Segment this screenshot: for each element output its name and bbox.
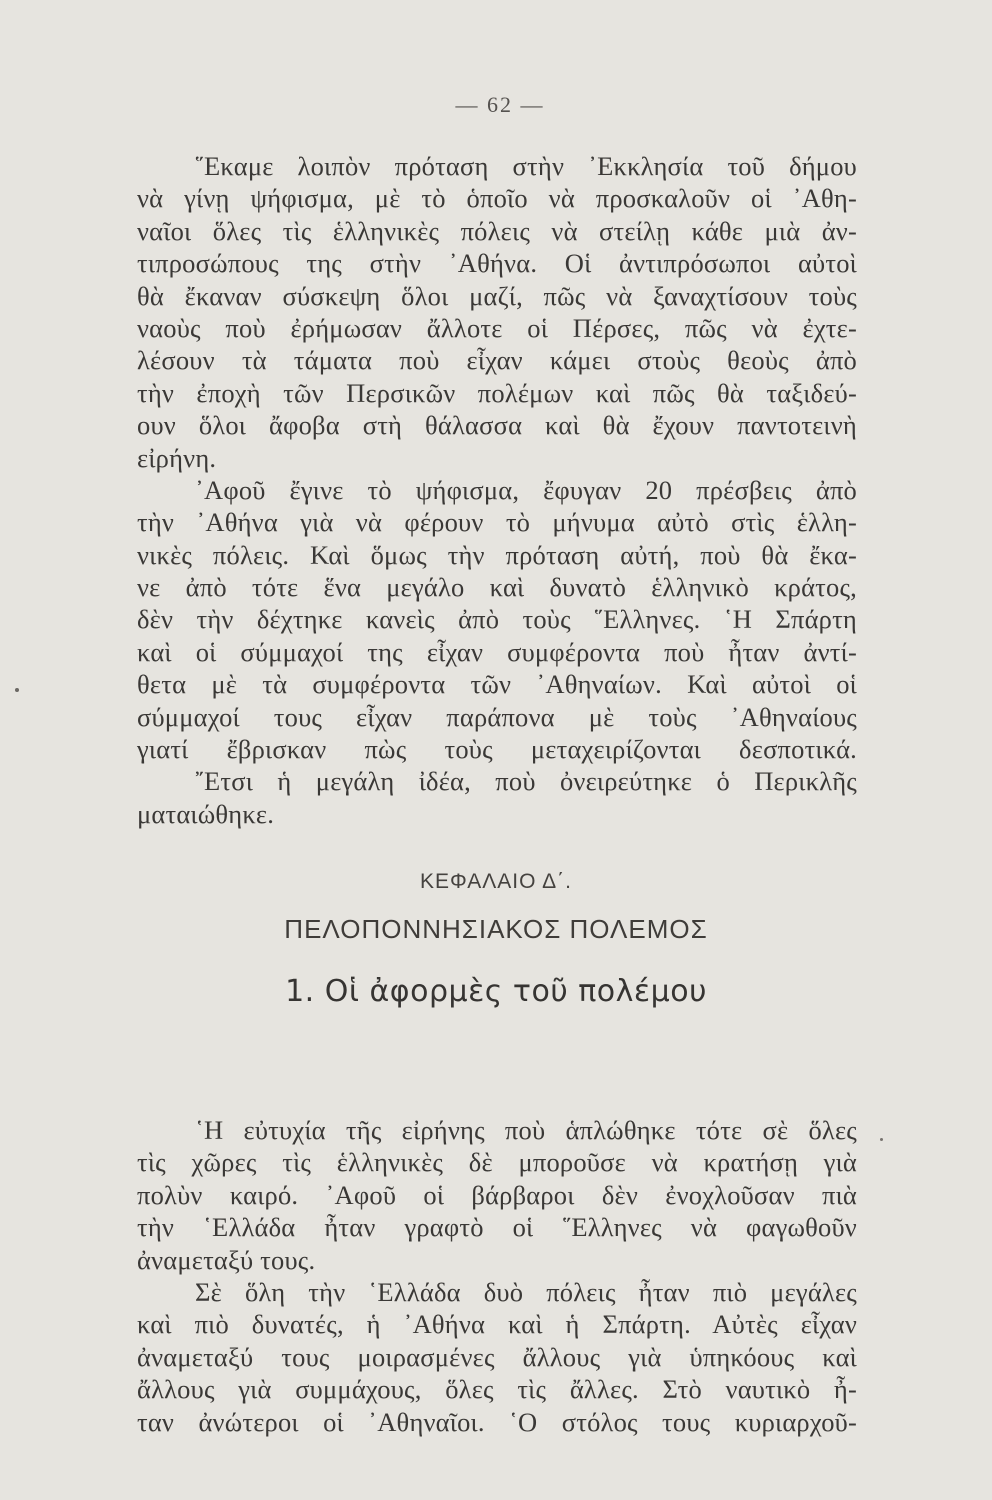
- text-line: ναοὺς ποὺ ἐρήμωσαν ἄλλοτε οἱ Πέρσες, πῶς νὰ ἐχτε-: [137, 312, 857, 343]
- text-line: ἀναμεταξύ τους μοιρασμένες ἄλλους γιὰ ὑπηκόους καὶ: [137, 1341, 857, 1372]
- body-text-bottom: [137, 1114, 857, 1438]
- text-line: πολὺν καιρό. ᾿Αφοῦ οἱ βάρβαροι δὲν ἐνοχλοῦσαν πιὰ: [137, 1179, 857, 1210]
- text-line: ματαιώθηκε.: [137, 798, 275, 829]
- text-line: ουν ὅλοι ἄφοβα στὴ θάλασσα καὶ θὰ ἔχουν παντοτεινὴ: [137, 410, 857, 441]
- text-line: θὰ ἔκαναν σύσκεψη ὅλοι μαζί, πῶς νὰ ξαναχτίσουν τοὺς: [137, 280, 857, 311]
- text-line: εἰρήνη.: [137, 442, 217, 473]
- text-line: Σὲ ὅλη τὴν ῾Ελλάδα δυὸ πόλεις ἦταν πιὸ μεγάλες: [195, 1276, 857, 1307]
- text-line: ῾Η εὐτυχία τῆς εἰρήνης ποὺ ἁπλώθηκε τότε σὲ ὅλες: [195, 1115, 857, 1145]
- text-line: νε ἀπὸ τότε ἕνα μεγάλο καὶ δυνατὸ ἑλληνικὸ κράτος,: [137, 572, 857, 603]
- text-line: σύμμαχοί τους εἶχαν παράπονα μὲ τοὺς ᾿Αθηναίους: [137, 701, 857, 732]
- text-line: ἀναμεταξύ τους.: [137, 1244, 316, 1275]
- text-line: τιπροσώπους της στὴν ᾿Αθήνα. Οἱ ἀντιπρόσωποι αὐτοὶ: [137, 248, 857, 279]
- text-line: καὶ οἱ σύμμαχοί της εἶχαν συμφέροντα ποὺ ἦταν ἀντί-: [137, 636, 857, 667]
- text-line: ἄλλους γιὰ συμμάχους, ὅλες τὶς ἄλλες. Στὸ ναυτικὸ ἦ-: [137, 1374, 857, 1405]
- text-line: τὴν ᾿Αθήνα γιὰ νὰ φέρουν τὸ μήνυμα αὐτὸ στὶς ἑλλη-: [137, 507, 857, 538]
- section-title: 1. Οἱ ἀφορμὲς τοῦ πολέμου: [285, 974, 707, 1009]
- text-line: τὴν ἐποχὴ τῶν Περσικῶν πολέμων καὶ πῶς θὰ ταξιδεύ-: [137, 377, 857, 408]
- text-line: ῞Εκαμε λοιπὸν πρόταση στὴν ᾿Εκκλησία τοῦ δήμου: [195, 151, 857, 181]
- body-text-top: [137, 150, 857, 830]
- text-line: νὰ γίνῃ ψήφισμα, μὲ τὸ ὁποῖο νὰ προσκαλοῦν οἱ ᾿Αθη-: [137, 183, 857, 214]
- text-line: καὶ πιὸ δυνατές, ἡ ᾿Αθήνα καὶ ἡ Σπάρτη. Αὐτὲς εἶχαν: [137, 1309, 857, 1340]
- text-line: λέσουν τὰ τάματα ποὺ εἶχαν κάμει στοὺς θεοὺς ἀπὸ: [137, 345, 857, 376]
- text-line: ναῖοι ὅλες τὶς ἑλληνικὲς πόλεις νὰ στείλῃ κάθε μιὰ ἀν-: [137, 215, 857, 246]
- paper-speck: [880, 1138, 883, 1141]
- text-line: γιατί ἔβρισκαν πὼς τοὺς μεταχειρίζονται δεσποτικά.: [137, 734, 857, 765]
- text-line: νικὲς πόλεις. Καὶ ὅμως τὴν πρόταση αὐτή, ποὺ θὰ ἔκα-: [137, 539, 857, 570]
- chapter-title: ΠΕΛΟΠΟΝΝΗΣΙΑΚΟΣ ΠΟΛΕΜΟΣ: [284, 914, 708, 944]
- page-number: — 62 —: [455, 92, 545, 117]
- text-line: ᾿Αφοῦ ἔγινε τὸ ψήφισμα, ἔφυγαν 20 πρέσβεις ἀπὸ: [195, 474, 857, 505]
- text-line: δὲν τὴν δέχτηκε κανεὶς ἀπὸ τοὺς ῞Ελληνες. ῾Η Σπάρτη: [137, 604, 857, 635]
- text-line: τὴν ῾Ελλάδα ἦταν γραφτὸ οἱ ῞Ελληνες νὰ φαγωθοῦν: [137, 1212, 857, 1243]
- text-line: ῎Ετσι ἡ μεγάλη ἰδέα, ποὺ ὀνειρεύτηκε ὁ Περικλῆς: [195, 766, 857, 797]
- chapter-label: ΚΕΦΑΛΑΙΟ Δ΄.: [420, 870, 572, 893]
- text-line: τὶς χῶρες τὶς ἑλληνικὲς δὲ μποροῦσε νὰ κρατήσῃ γιὰ: [137, 1147, 857, 1178]
- text-line: θετα μὲ τὰ συμφέροντα τῶν ᾿Αθηναίων. Καὶ αὐτοὶ οἱ: [137, 669, 857, 700]
- paper-speck: [15, 688, 19, 692]
- text-line: ταν ἀνώτεροι οἱ ᾿Αθηναῖοι. ῾Ο στόλος τους κυριαρχοῦ-: [137, 1406, 857, 1437]
